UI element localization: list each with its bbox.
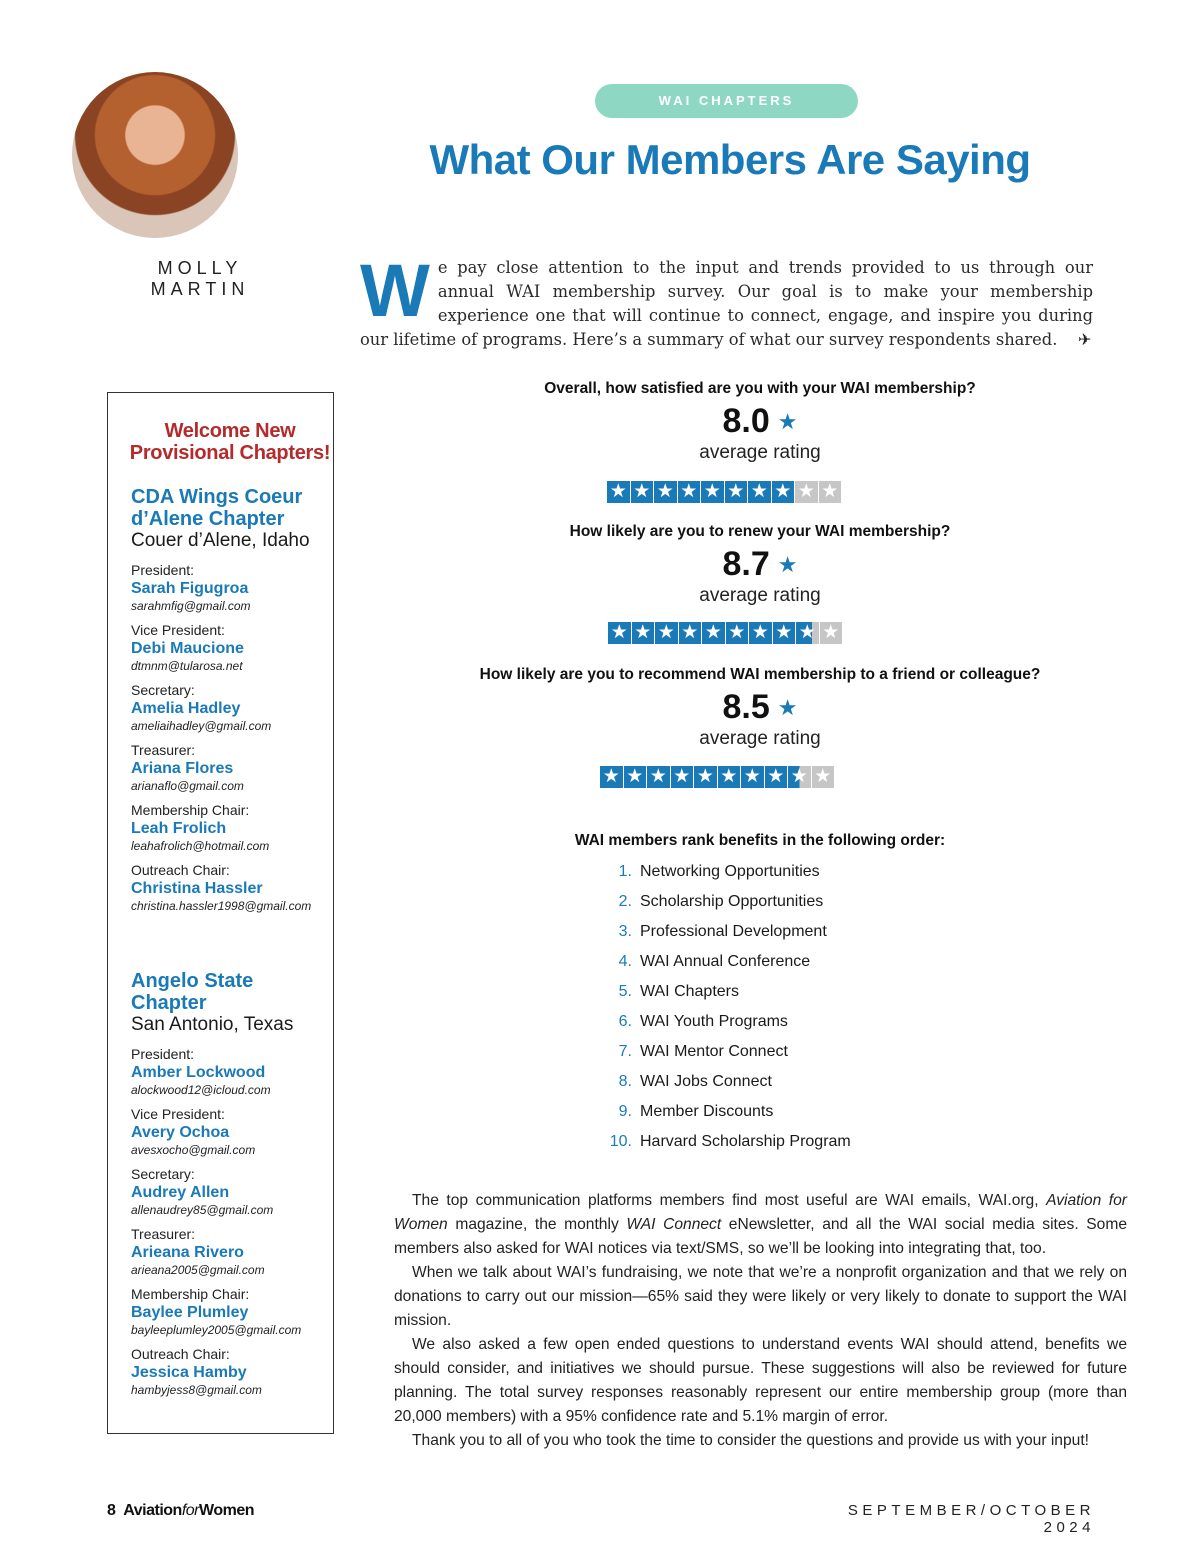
officer-role: Outreach Chair: (131, 1346, 230, 1362)
star-icon: ★ (777, 409, 798, 434)
star-rating-bar (600, 766, 834, 788)
officer-email[interactable]: ameliaihadley@gmail.com (131, 719, 272, 733)
benefit-label: Member Discounts (640, 1103, 774, 1120)
benefit-rank: 7. (618, 1043, 632, 1060)
benefit-label: WAI Jobs Connect (640, 1073, 772, 1090)
author-name: MOLLY MARTIN (150, 258, 250, 299)
chapter-name: Angelo State Chapter (131, 970, 254, 1014)
officer-name: Audrey Allen (131, 1184, 230, 1201)
chapter-location: San Antonio, Texas (131, 1014, 294, 1035)
officer-name: Jessica Hamby (131, 1364, 247, 1381)
officer-entry (131, 861, 331, 914)
benefit-rank: 6. (618, 1013, 632, 1030)
officer-role: Treasurer: (131, 742, 196, 758)
rating-star: ★ (600, 766, 623, 788)
officer-email[interactable]: allenaudrey85@gmail.com (131, 1203, 274, 1217)
page-title: What Our Members Are Saying (429, 136, 1031, 183)
body-paragraph: The top communication platforms members find most useful are WAI emails, WAI.org, Aviation for Women magazine, the monthly WAI Connect eNewsletter, and all the WAI social media sites. Some members also asked for WAI notices via text/SMS, so we’ll be looking into integrating that, too. (394, 1192, 1127, 1257)
officer-role: Secretary: (131, 682, 195, 698)
rating-star: ★ (820, 622, 843, 644)
rating-score: 8.7 ★ (722, 545, 798, 583)
officer-name: Amber Lockwood (131, 1064, 266, 1081)
benefit-label: Scholarship Opportunities (640, 893, 824, 910)
officer-name: Sarah Figugroa (131, 580, 249, 597)
rating-star: ★ (647, 766, 670, 788)
rating-star: ★ (694, 766, 717, 788)
rating-block (420, 379, 1100, 464)
officer-name: Ariana Flores (131, 760, 234, 777)
rating-star: ★ (679, 622, 702, 644)
officer-entry (131, 681, 331, 734)
rating-star: ★ (796, 622, 819, 644)
rating-star: ★ (702, 622, 725, 644)
star-rating-bar (608, 622, 842, 644)
rating-star: ★ (678, 481, 701, 503)
benefit-label: WAI Youth Programs (640, 1013, 788, 1030)
officer-name: Avery Ochoa (131, 1124, 230, 1141)
benefit-item (590, 1070, 990, 1100)
rating-star: ★ (773, 622, 796, 644)
officer-email[interactable]: alockwood12@icloud.com (131, 1083, 271, 1097)
benefit-item (590, 860, 990, 890)
chapter-block (131, 970, 331, 1405)
rating-star: ★ (812, 766, 835, 788)
rating-star: ★ (631, 481, 654, 503)
officer-email[interactable]: dtmnm@tularosa.net (131, 659, 243, 673)
rating-star: ★ (788, 766, 811, 788)
rating-question: How likely are you to recommend WAI membership to a friend or colleague? (479, 666, 1041, 683)
rating-score: 8.5 ★ (722, 688, 798, 726)
rating-question: Overall, how satisfied are you with your WAI membership? (544, 380, 976, 397)
officer-email[interactable]: leahafrolich@hotmail.com (131, 839, 270, 853)
chapter-location: Couer d’Alene, Idaho (131, 530, 310, 551)
officer-email[interactable]: christina.hassler1998@gmail.com (131, 899, 312, 913)
rating-star: ★ (632, 622, 655, 644)
benefit-rank: 4. (618, 953, 632, 970)
rating-star: ★ (718, 766, 741, 788)
officer-entry (131, 621, 331, 674)
rating-label: average rating (699, 442, 821, 463)
officer-entry (131, 801, 331, 854)
rating-star: ★ (624, 766, 647, 788)
sidebar-heading: Welcome New Provisional Chapters! (129, 420, 331, 464)
rating-label: average rating (699, 585, 821, 606)
footer-issue: SEPTEMBER/OCTOBER 2024 (847, 1502, 1095, 1536)
benefit-label: Harvard Scholarship Program (640, 1133, 851, 1150)
benefit-item (590, 920, 990, 950)
rating-star: ★ (741, 766, 764, 788)
author-photo (72, 72, 238, 238)
rating-star: ★ (795, 481, 818, 503)
benefit-label: Professional Development (640, 923, 827, 940)
officer-role: Vice President: (131, 622, 225, 638)
rating-star: ★ (749, 622, 772, 644)
star-icon: ★ (777, 552, 798, 577)
plane-icon: ✈ (1078, 332, 1092, 349)
benefit-rank: 10. (609, 1133, 632, 1150)
chapter-name: CDA Wings Coeur d’Alene Chapter (131, 486, 303, 530)
drop-cap: W (360, 249, 430, 332)
benefit-rank: 1. (618, 863, 632, 880)
benefit-rank: 3. (618, 923, 632, 940)
officer-email[interactable]: sarahmfig@gmail.com (131, 599, 251, 613)
body-paragraph: Thank you to all of you who took the time to consider the questions and provide us with your input! (412, 1432, 1089, 1449)
benefit-item (590, 890, 990, 920)
officer-role: Outreach Chair: (131, 862, 230, 878)
officer-name: Arieana Rivero (131, 1244, 244, 1261)
section-label: WAI CHAPTERS (595, 84, 858, 118)
rating-score: 8.0 ★ (722, 402, 798, 440)
officer-email[interactable]: bayleeplumley2005@gmail.com (131, 1323, 302, 1337)
benefit-item (590, 980, 990, 1010)
officer-role: Membership Chair: (131, 1286, 250, 1302)
officer-name: Christina Hassler (131, 880, 263, 897)
benefits-title: WAI members rank benefits in the following order: (574, 832, 946, 849)
rating-star: ★ (608, 622, 631, 644)
rating-star: ★ (748, 481, 771, 503)
star-icon: ★ (777, 695, 798, 720)
intro-paragraph (360, 249, 1093, 352)
star-rating-bar (607, 481, 841, 503)
officer-entry (131, 1045, 331, 1098)
benefit-rank: 9. (618, 1103, 632, 1120)
intro-text: e pay close attention to the input and trends provided to us through our annual WAI membership survey. Our goal is to make your membership experience one that will continue to connect, engage, and inspire you during our lifetime of programs. Here’s a summary of what our survey respondents shared. (360, 258, 1093, 349)
officer-name: Baylee Plumley (131, 1304, 249, 1321)
benefit-rank: 8. (618, 1073, 632, 1090)
officer-email[interactable]: arianaflo@gmail.com (131, 779, 244, 793)
officer-email[interactable]: hambyjess8@gmail.com (131, 1383, 262, 1397)
footer-magazine: 8 AviationforWomen (107, 1502, 254, 1519)
rating-star: ★ (701, 481, 724, 503)
benefit-item (590, 950, 990, 980)
benefit-label: WAI Annual Conference (640, 953, 811, 970)
body-paragraph: We also asked a few open ended questions to understand events WAI should attend, benefits we should consider, and initiatives we should pursue. These suggestions will also be reviewed for future planning. The total survey responses reasonably represent our entire membership group (more than 20,000 members) with a 95% confidence rate and 5.1% margin of error. (394, 1336, 1127, 1425)
officer-entry (131, 1225, 331, 1278)
benefit-rank: 2. (618, 893, 632, 910)
officer-role: Membership Chair: (131, 802, 250, 818)
benefit-item (590, 1130, 990, 1160)
benefits-list (590, 860, 990, 1160)
benefit-item (590, 1040, 990, 1070)
officer-entry (131, 561, 331, 614)
officer-role: President: (131, 1046, 195, 1062)
officer-entry (131, 741, 331, 794)
rating-block (420, 665, 1100, 750)
rating-star: ★ (671, 766, 694, 788)
officer-email[interactable]: arieana2005@gmail.com (131, 1263, 265, 1277)
officer-entry (131, 1345, 331, 1398)
rating-question: How likely are you to renew your WAI membership? (569, 523, 951, 540)
rating-star: ★ (607, 481, 630, 503)
chapter-block (131, 486, 331, 921)
officer-entry (131, 1105, 331, 1158)
page-number: 8 (107, 1502, 116, 1519)
rating-star: ★ (765, 766, 788, 788)
officer-role: Vice President: (131, 1106, 225, 1122)
body-paragraph: When we talk about WAI’s fundraising, we note that we’re a nonprofit organization and that we rely on donations to carry out our mission—65% said they were likely or very likely to donate to support the WAI mission. (394, 1264, 1127, 1329)
rating-star: ★ (725, 481, 748, 503)
officer-name: Amelia Hadley (131, 700, 241, 717)
officer-entry (131, 1285, 331, 1338)
officer-email[interactable]: avesxocho@gmail.com (131, 1143, 256, 1157)
benefit-label: Networking Opportunities (640, 863, 820, 880)
benefit-item (590, 1100, 990, 1130)
rating-star: ★ (654, 481, 677, 503)
officer-role: Treasurer: (131, 1226, 196, 1242)
officer-name: Leah Frolich (131, 820, 227, 837)
rating-star: ★ (819, 481, 842, 503)
body-text (394, 1189, 1127, 1453)
benefit-item (590, 1010, 990, 1040)
officer-role: President: (131, 562, 195, 578)
benefit-label: WAI Chapters (640, 983, 739, 1000)
benefit-label: WAI Mentor Connect (640, 1043, 788, 1060)
rating-star: ★ (655, 622, 678, 644)
rating-block (420, 522, 1100, 607)
rating-label: average rating (699, 728, 821, 749)
rating-star: ★ (772, 481, 795, 503)
officer-role: Secretary: (131, 1166, 195, 1182)
benefit-rank: 5. (618, 983, 632, 1000)
officer-entry (131, 1165, 331, 1218)
rating-star: ★ (726, 622, 749, 644)
officer-name: Debi Maucione (131, 640, 244, 657)
